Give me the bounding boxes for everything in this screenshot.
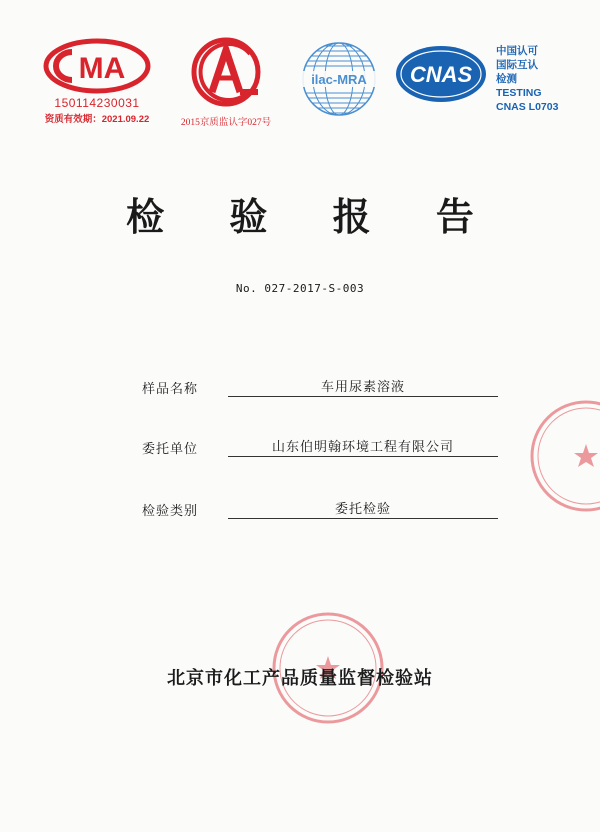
cnas-mark-icon (394, 44, 488, 104)
client-value: 山东伯明翰环境工程有限公司 (271, 440, 454, 455)
underline (228, 456, 498, 457)
cma-mark-icon (42, 38, 152, 94)
cnas-line: 中国认可 (496, 45, 538, 57)
report-title: 检 验 报 告 (126, 194, 500, 239)
cma-validity: 资质有效期：2021.09.22 (44, 114, 150, 125)
cnas-text: CNAS (409, 62, 473, 87)
cma-certification-logo (42, 38, 152, 125)
client-label: 委托单位 (142, 442, 199, 457)
sample-name-field (142, 376, 502, 398)
globe-icon (298, 40, 380, 118)
cnas-logo (394, 44, 488, 108)
cal-mark-icon (178, 36, 274, 108)
test-type-field (142, 498, 502, 520)
underline (228, 518, 498, 519)
test-type-label: 检验类别 (142, 504, 199, 519)
cnas-line: TESTING (496, 87, 542, 99)
cnas-line: 检测 (496, 73, 517, 85)
official-seal-stamp (526, 396, 600, 516)
cnas-line: 国际互认 (496, 59, 538, 71)
cma-number: 150114230031 (54, 96, 140, 110)
cnas-accreditation-text (496, 44, 592, 114)
cal-certification-logo (178, 36, 274, 128)
sample-name-value: 车用尿素溶液 (320, 380, 405, 395)
ilac-mra-logo (298, 40, 380, 122)
issuing-organization: 北京市化工产品质量监督检验站 (167, 668, 433, 689)
sample-name-label: 样品名称 (142, 382, 199, 397)
cnas-line: CNAS L0703 (496, 101, 559, 113)
cma-text: MA (78, 52, 126, 85)
cal-caption: 2015京质监认字027号 (180, 118, 272, 128)
ilac-text: ilac-MRA (311, 72, 367, 87)
report-number: No. 027-2017-S-003 (235, 282, 365, 295)
underline (228, 396, 498, 397)
client-field (142, 436, 502, 458)
test-type-value: 委托检验 (334, 502, 391, 517)
